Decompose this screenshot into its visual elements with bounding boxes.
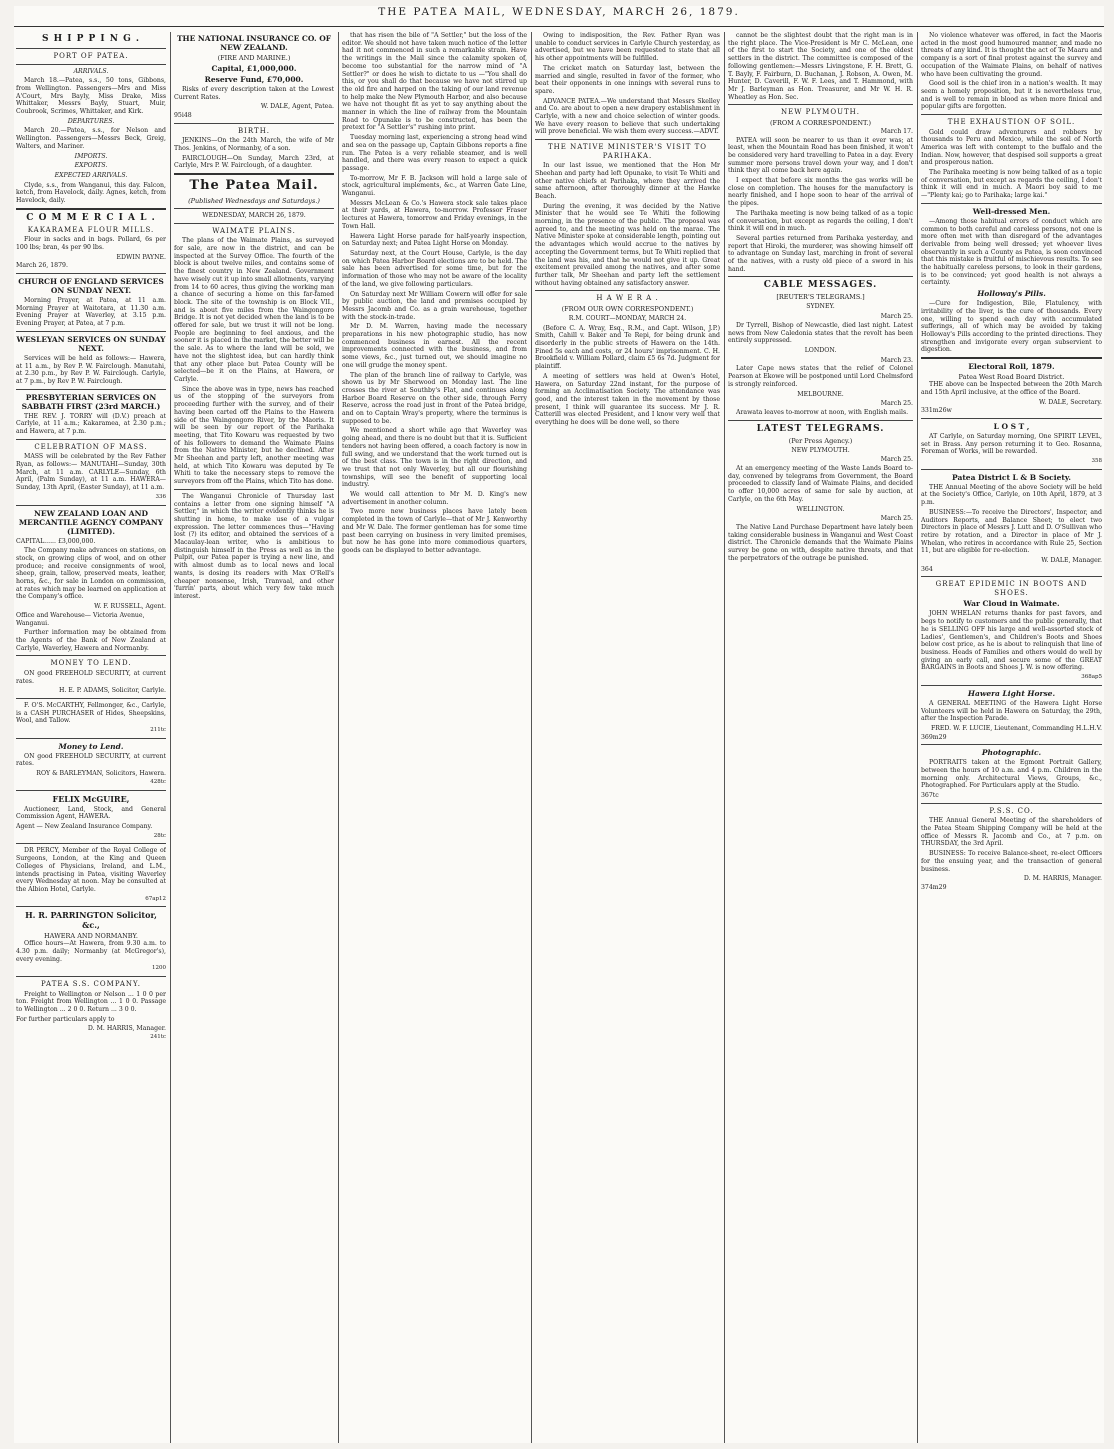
war-cloud-text: JOHN WHELAN returns thanks for past favors, and begs to notify to customers and the public generally, that he is SELLING OFF his large and well-assorted stock of Ladies', Gentlemen's, and Children's Boots and Shoes below cost price, as he is about to relinquish that line of business. Heads of Families and others would do well by giving an early call, and secure some of the GREAT BARGAINS in Boots and Shoes J. W. is now offering. [921, 610, 1102, 672]
percy-code: 67ap12 [145, 895, 166, 902]
hawera-heading: H A W E R A . [596, 294, 659, 303]
hawera-paragraph-1: (Before C. A. Wray, Esq., R.M., and Capt. Wilson, J.P.) Smith, Cahill v. Baker and Te Repi, for being drunk and disorderly in the public streets of Hawera on the 14th. Fined 5s each and costs, or 24 hours' imprisonment. C. H. Brookfield v. William Pollard, claim £5 6s 7d. Judgment for plaintiff. [535, 324, 720, 371]
lost-text: AT Carlyle, on Saturday morning, One SPIRIT LEVEL, set in Brass. Any person returning it to Geo. Rosanna, Foreman of Works, will be rewarded. [921, 432, 1102, 456]
paper-title: The Patea Mail. [189, 178, 319, 194]
hawera-paragraph-2: A meeting of settlers was held at Owen's Hotel, Hawera, on Saturday 22nd instant, for the purpose of forming an Acclimatisation Society. The attendance was good, and the interest taken in the movement by those present, I think will guarantee its success. Mr J. R. Catterill was elected President, and I know very well that everything he does will be done well, so there [535, 372, 720, 427]
lbs-code: 364 [921, 565, 933, 573]
expected-text: Clyde, s.s., from Wanganui, this day. Falcon, ketch, from Havelock, daily. Agnes, ketch, from Havelock, daily. [16, 181, 166, 205]
war-cloud-code: 368ap5 [1081, 674, 1102, 681]
native-visit-heading: THE NATIVE MINISTER'S VISIT TO PARIHAKA. [547, 143, 708, 160]
news-paragraph: We mentioned a short while ago that Waverley was going ahead, and there is no doubt but that it is. Sufficient tenders not having been offered, a coach factory is now in full swing, and we understand that the work turned out is of the best class. The town is in the right direction, and we trust that not only Waverley, but all our flourishing townships, will see the benefit of supporting local industry. [342, 427, 527, 489]
new-plymouth-paragraph: PATEA will soon be nearer to us than it ever was; at least, when the Mountain Road has been finished, it won't be considered very hard travelling to Patea in a day. Every summer more persons travel down your way, and I don't think they all come back here again. [728, 136, 913, 175]
wellington-date: March 25. [880, 515, 913, 523]
exhaustion-text: Gold could draw adventurers and robbers by thousands to Peru and Mexico, while the soil of North America was left with contempt to the buffalo and the Indian. Now, however, that despised soil supports a great and prosperous nation. [921, 128, 1102, 167]
light-horse-code: 369m29 [921, 733, 947, 741]
church-text: Morning Prayer, at Patea, at 11 a.m. Morning Prayer at Waitotara, at 11.30 a.m. Evening Prayer at Waverley, at 3.15 p.m. Evening Prayer, at Patea, at 7 p.m. [16, 297, 166, 328]
news-paragraph: The Parihaka meeting is now being talked of as a topic of conversation, but except as regards the ceiling, I don't think it will end in much. A Maori boy said to me—"Plenty kai; go to Parihaka; large kai." [921, 169, 1102, 200]
news-paragraph: The cricket match on Saturday last, between the married and single, resulted in favor of the former, who beat their opponents in one innings with several runs to spare. [535, 64, 720, 95]
news-paragraph: Good soil is the chief iron in a nation's wealth. It may seem a homely proposition, but it is nevertheless true, and is well to remain in blood as when more finical and popular gifts are forgotten. [921, 80, 1102, 111]
hawera-court: R.M. COURT—MONDAY, MARCH 24. [568, 314, 687, 322]
column-divider [531, 32, 532, 1443]
mass-text: MASS will be celebrated by the Rev Father Ryan, as follows:— MANUTAHI—Sunday, 30th March, at 11 a.m. CARLYLE—Sunday, 6th April, (Palm Sunday), at 11 a.m. HAWERA—Sunday, 13th April, (Easter Sunday), at 11 a.m. [16, 453, 166, 492]
new-plymouth-paragraph: I expect that before six months the gas works will be close on completion. The houses for the manufactory is nearly finished, and I hope soon to hear of the arrival of the pipes. [728, 177, 913, 208]
london-date: March 23. [880, 356, 913, 364]
pss-code: 374m29 [921, 883, 947, 891]
news-paragraph: cannot be the slightest doubt that the right man is in the right place. The Vice-President is Mr C. McLean, one of the first to start the Society, and one of the oldest settlers in the district. The committee is composed of the following gentlemen:—Messrs Livingstone, F. H. Brett, G. T. Bayly, F. Fairburn, D. Buchanan, J. Robson, A. Owen, M. Hunter, D. Caverill, F. W. F. Lees, and T. Hammond, with Mr J. Barleyman as Hon. Treasurer, and Mr W. H. R. Wheatley as Hon. Sec. [728, 32, 913, 101]
birth-heading: BIRTH. [237, 126, 271, 135]
light-horse-heading: Hawera Light Horse. [967, 688, 1056, 698]
photographic-code: 367tc [921, 792, 939, 800]
light-horse-text: A GENERAL MEETING of the Hawera Light Horse Volunteers will be held in Hawera on Saturday, the 29th, after the Inspection Parade. [921, 699, 1102, 723]
departures-text: March 20.—Patea, s.s., for Nelson and Wellington. Passengers—Messrs Beck, Greig, Walters, and Mariner. [16, 127, 166, 150]
shipping-heading: S H I P P I N G . [41, 34, 141, 44]
photographic-heading: Photographic. [981, 748, 1042, 758]
nzloan-capital: CAPITAL...... £3,000,000. [16, 537, 96, 545]
column-6 [921, 32, 1102, 1443]
native-visit-paragraph-2: During the evening, it was decided by the Native Minister that he would see Te Whiti the following morning, in the presence of the public. The proposal was agreed to, and the meeting was held on the marae. The Native Minister spoke at considerable length, pointing out the advantages which would accrue to the natives by accepting the Government terms, but Te Whiti replied that the land was his, and that he would not give it up. Great excitement prevailed among the natives, and after some further talk, Mr Sheehan and party left the settlement without having obtained any satisfactory answer. [535, 202, 720, 287]
arrivals-heading: ARRIVALS. [73, 67, 109, 75]
mcguire-agent: Agent — New Zealand Insurance Company. [16, 823, 153, 830]
news-paragraph: On Saturday next Mr William Cowern will offer for sale by public auction, the land and premises occupied by Messrs Jacomb and Co. as a grain warehouse, together with the stock-in-trade. [342, 290, 527, 321]
lbs-business: BUSINESS:—To receive the Directors', Inspector, and Auditors Reports, and Balance Sheet; to elect two Directors in place of Messrs J. Lutt and D. O'Sullivan who retire by rotation, and a Director in place of Mr J. Whelan, who retires in accordance with Rule 25, Section 11, but are eligible for re-election. [921, 508, 1102, 555]
war-cloud-heading: War Cloud in Waimate. [963, 599, 1060, 609]
column-4 [535, 32, 720, 1443]
news-paragraph: ADVANCE PATEA.—We understand that Messrs Skelley and Co. are about to open a new drapery establishment in Carlyle, with a new and choice selection of winter goods. We have every reason to believe that such undertaking will prove beneficial. We wish them every success.—ADVT. [535, 97, 720, 136]
new-plymouth-paragraph: Several parties returned from Parihaka yesterday, and report that Hiroki, the murderer, was showing himself off to advantage on Sunday last, marching in front of several of the natives, with a rusty old piece of a sword in his hand. [728, 234, 913, 273]
column-2 [174, 32, 334, 1443]
newspaper-page [14, 6, 1104, 1443]
well-dressed-text: —Among those habitual errors of conduct which are common to both careful and careless persons, not one is more often met with than disregard of the advantages derivable from being well dressed; yet whoever lives observantly in such a County as Patea, is soon convinced that this mistake is fruitful of mischievous results. To see the habitually careless persons, to look in their gardens, is to be convinced; yet good health is not always a certainty. [921, 217, 1102, 287]
money2-signature: ROY & BARLEYMAN, Solicitors, Hawera. [36, 770, 166, 778]
hawera-sub: (FROM OUR OWN CORRESPONDENT.) [561, 304, 694, 313]
nzloan-signature: W. F. RUSSELL, Agent. [94, 603, 166, 611]
parrington-code: 1200 [152, 965, 166, 972]
latest-text: At an emergency meeting of the Waste Lands Board to-day, convened by telegrams from Government, the Board proceeded to classify land of Waimate Plains, and decided to offer 10,000 acres of same for sale by auction, at Carlyle, on the 6th May. [728, 465, 913, 503]
new-plymouth-paragraph: The Parihaka meeting is now being talked of as a topic of conversation, but except as regards the ceiling, I don't think it will end in much. [728, 209, 913, 233]
latest-date: March 25. [880, 456, 913, 464]
mccarthy-code: 211tc [150, 727, 166, 734]
lost-code: 358 [1091, 458, 1102, 465]
money2-heading: Money to Lend. [58, 741, 124, 751]
money2-code: 428tc [150, 778, 166, 785]
lead-paragraph-1: The plans of the Waimate Plains, as surveyed for sale, are now in the district, and can be inspected at the Survey Office. The fourth of the block is about twelve miles, and contains some of the finest country in New Zealand. Government have wisely cut it up into small allotments, varying from 14 to 60 acres, thus giving the working man a chance of securing a home on this far-famed block. The site of the township is on Block VII., and is about five miles from the Waingongoro Bridge. It is not yet decided when the land is to be offered for sale, but we trust it will not be long. People are beginning to feel anxious, and the sooner it is placed in the market, the better will be the sale. As to where the land will be sold, we have not the slightest idea, but can hardly think that any other place but Patea County will be selected—be it on the Plains, at Hawera, or Carlyle. [174, 237, 334, 383]
native-visit-paragraph-1: In our last issue, we mentioned that the Hon Mr Sheehan and party had left Opunake, to visit Te Whiti and other native chiefs at Parihaka, where they arrived the same afternoon, after thoroughly dinner at the Hawke Beach. [535, 162, 720, 200]
electoral-code: 331m26w [921, 407, 952, 415]
insurance-signature: W. DALE, Agent, Patea. [260, 103, 334, 111]
melbourne-date: March 25. [880, 400, 913, 408]
insurance-code: 95i48 [174, 112, 192, 120]
lbs-heading: Patea District L & B Society. [952, 472, 1071, 482]
electoral-heading: Electoral Roll, 1879. [968, 362, 1055, 372]
news-paragraph: Saturday next, at the Court House, Carlyle, is the day on which Patea Harbor Board elections are to be held. The sale has been advertised for some time, but for the information of those who may not be aware of the locality of the land, we give following particulars. [342, 249, 527, 288]
money2-text: ON good FREEHOLD SECURITY, at current rates. [16, 752, 166, 768]
electoral-signature: W. DALE, Secretary. [1039, 398, 1102, 406]
birth-text: JENKINS—On the 24th March, the wife of Mr Thos. Jenkins, of Normanby, of a son. [174, 137, 334, 153]
paper-sub: (Published Wednesdays and Saturdays.) [188, 197, 320, 206]
cable-heading: CABLE MESSAGES. [763, 280, 878, 291]
boots-heading: GREAT EPIDEMIC IN BOOTS AND SHOES. [935, 580, 1088, 597]
paper-date: WEDNESDAY, MARCH 26, 1879. [202, 212, 306, 220]
nzloan-more: Further information may be obtained from the Agents of the Bank of New Zealand at Carlyle, Waverley, Hawera and Normanby. [16, 629, 166, 652]
news-paragraph: Owing to indisposition, the Rev. Father Ryan was unable to conduct services in Carlyle Church yesterday, as advertised, but we have been requested to state that all his other appointments will be fulfilled. [535, 32, 720, 63]
insurance-capital: Capital, £1,000,000. [211, 64, 297, 73]
mccarthy-text: F. O'S. McCARTHY, Fellmonger, &c., Carlyle, is a CASH PURCHASER of Hides, Sheepskins, Wool, and Tallow. [16, 701, 166, 725]
mcguire-text: Auctioneer, Land, Stock, and General Commission Agent, HAWERA. [16, 805, 166, 821]
imports-heading: IMPORTS. [74, 152, 108, 160]
birth-text-2: FAIRCLOUGH—On Sunday, March 23rd, at Carlyle, Mrs P. W. Fairclough, of a daughter. [174, 154, 334, 170]
lost-heading: L O S T , [993, 421, 1030, 431]
melbourne-heading: MELBOURNE. [797, 390, 844, 398]
mcguire-code: 28tc [153, 832, 166, 839]
mills-date: March 26, 1879. [16, 262, 68, 270]
masthead-rule [14, 26, 1104, 27]
column-divider [338, 32, 339, 1443]
wellington-heading: WELLINGTON. [796, 505, 845, 513]
pss-heading: P.S.S. CO. [989, 806, 1034, 815]
mills-text: Flour in sacks and in bags. Pollard, 6s per 100 lbs; bran, 4s per 90 lbs. [16, 236, 166, 251]
column-1 [16, 32, 166, 1443]
insurance-reserve: Reserve Fund, £70,000. [204, 75, 304, 84]
sydney-date: March 25. [880, 313, 913, 321]
news-paragraph: Tuesday morning last, experiencing a strong head wind and sea on the passage up, Captain Gibbons reports a fine run. The Patea is a very reliable steamer, and is well handled, and there was every reason to expect a quick passage. [342, 134, 527, 172]
column-divider [724, 32, 725, 1443]
latest-heading: LATEST TELEGRAMS. [756, 423, 885, 434]
ss-rates: Freight to Wellington or Nelson ... 1 0 0 per ton. Freight from Wellington ... 1 0 0. Passage to Wellington ... 2 0 0. Return ... 3 0 0. [16, 990, 166, 1014]
mass-heading: CELEBRATION OF MASS. [34, 442, 148, 451]
column-divider [917, 32, 918, 1443]
light-horse-signature: FRED. W. F. LUCIE, Lieutenant, Commanding H.L.H.V. [930, 724, 1102, 732]
lead-paragraph-2: Since the above was in type, news has reached us of the stopping of the surveyors from proceeding further with the survey, and of their having been carted off the Plains to the Hawera side of the Waingongoro River, by the Maoris. It will be seen by our report of the Parihaka meeting, that Tito Kowaru was requested by two of his followers to demand the Waimate Plains from the Native Minister, but he declined. After Mr Sheehan and party left, another meeting was held, at which Tito Kowaru was deputed by Te Whiti to take the necessary steps to remove the surveyors from off the Plains, which Tito has done. [174, 385, 334, 486]
ss-more: For further particulars apply to [16, 1015, 115, 1023]
parrington-heading: H. R. PARRINGTON Solicitor, &c., [25, 910, 157, 931]
money-signature: H. E. P. ADAMS, Solicitor, Carlyle. [58, 687, 166, 695]
wesleyan-text: Services will be held as follows:— Hawera, at 11 a.m., by Rev P. W. Fairclough. Manutahi, at 2.30 p.m., by Rev P. W. Fairclough. Carlyle, at 7 p.m., by Rev P. W. Fairclough. [16, 354, 166, 385]
exports-heading: EXPORTS. [74, 162, 108, 170]
sydney-text: Dr Tyrrell, Bishop of Newcastle, died last night. Latest news from New Caledonia states that the revolt has been entirely suppressed. [728, 321, 913, 345]
percy-text: DR PERCY, Member of the Royal College of Surgeons, London, at the King and Queen Colleges of Physicians, Ireland, and L.M., intends practising in Patea, visiting Waverley every Wednesday at noon. May be consulted at the Albion Hotel, Carlyle. [16, 847, 166, 893]
insurance-text: Risks of every description taken at the Lowest Current Rates. [174, 86, 334, 101]
news-paragraph: No violence whatever was offered, in fact the Maoris acted in the most good humoured manner, and made no threats of any kind. It is thought the act of Te Maaru and company is a sort of final protest against the survey and occupation of the Waimate Plains, on behalf of natives who have been cultivating the ground. [921, 32, 1102, 78]
lbs-text: THE Annual Meeting of the above Society will be held at the Society's Office, Carlyle, on 10th April, 1879, at 3 p.m. [921, 483, 1102, 507]
lead-heading: WAIMATE PLAINS. [212, 226, 296, 235]
wellington-text: The Native Land Purchase Department have lately been taking considerable business in Wanganui and West Coast district. The Chronicle demands that the Waimate Plains survey be gone on with, despite native threats, and that the perpetrators of the outrage be punished. [728, 523, 913, 562]
pss-text: THE Annual General Meeting of the shareholders of the Patea Steam Shipping Company will be held at the office of Messrs R. Jacomb and Co., at 7 p.m. on THURSDAY, the 3rd April. [921, 817, 1102, 848]
nzloan-heading: NEW ZEALAND LOAN AND MERCANTILE AGENCY COMPANY (LIMITED). [18, 508, 164, 536]
mills-heading: KAKARAMEA FLOUR MILLS. [27, 225, 155, 234]
column-3 [342, 32, 527, 1443]
news-paragraph: Two more new business places have lately been completed in the town of Carlyle—that of Mr J. Kenworthy and Mr W. Dale. The former gentleman has for some time past been carrying on business in very limited premises, but now he has gone into more commodious quarters, goods can be displayed to better advantage. [342, 508, 527, 554]
pss-signature: D. M. HARRIS, Manager. [1023, 875, 1102, 883]
presbyterian-text: THE REV. J. TORRY will (D.V.) preach at Carlyle, at 11 a.m.; Kakaramea, at 2.30 p.m.; and Hawera, at 7 p.m. [16, 412, 166, 436]
news-paragraph: The plan of the branch line of railway to Carlyle, was shown us by Mr Sherwood on Monday last. The line crosses the river at Southby's Flat, and continues along Harbor Board Reserve on the other side, through Ferry Reserve, across the road just in front of the Patea bridge, and on to Captain Wray's property, where the terminus is supposed to be. [342, 371, 527, 425]
exhaustion-heading: THE EXHAUSTION OF SOIL. [947, 118, 1076, 127]
holloway-text: —Cure for Indigestion, Bile, Flatulency, with irritability of the liver, is the cure of thousands. Every one, willing to spend each day with accumulated sufferings, all of which may be avoided by taking Holloway's Pills according to the printed directions. They strengthen and invigorate every organ subservient to digestion. [921, 300, 1102, 354]
church-heading: CHURCH OF ENGLAND SERVICES ON SUNDAY NEXT. [18, 277, 164, 296]
news-paragraph: We would call attention to Mr M. D. King's new advertisement in another column. [342, 491, 527, 506]
mills-signature: EDWIN PAYNE. [116, 253, 166, 261]
arrivals-text: March 18.—Patea, s.s., 50 tons, Gibbons, from Wellington. Passengers—Mrs and Miss A'Court, Mrs Bayly, Miss Drake, Miss Whittaker, Messrs Bayly, Stuart, Muir, Coubrook, Scrimes, Whittaker, and Kirk. [16, 77, 166, 116]
lbs-signature: W. DALE, Manager. [1041, 557, 1102, 565]
ss-heading: PATEA S.S. COMPANY. [40, 980, 142, 989]
new-plymouth-date: March 17. [880, 127, 913, 135]
photographic-text: PORTRAITS taken at the Egmont Portrait Gallery, between the hours of 10 a.m. and 4 p.m. Children in the morning only. Architectural Views, Groups, &c., Photographed. For Particulars apply at the Studio. [921, 759, 1102, 790]
mass-code: 336 [155, 493, 166, 500]
nzloan-office: Office and Warehouse— Victoria Avenue, Wanganui. [16, 611, 145, 627]
news-paragraph: that has risen the bile of "A Settler," but the loss of the editor. We should not have taken much notice of the letter had it not commenced in such a remarkable strain. Have the writings in the Mail since the calamity spoken of, become too substantial for the narrow mind of "A Settler?" or does he wish to dictate to us —"You shall do this, or you shall do that because we have not stirred up the old fire and harped on the taking of our land revenue to help make the New Plymouth Harbor, and also because we have not thought fit as yet to say anything about the manner in which the line of railway from the Mountain Road to Opunake is to be constructed, has been the pretext for "A Settler's" rushing into print. [342, 32, 527, 132]
departures-heading: DEPARTURES. [67, 117, 115, 125]
latest-np-heading: NEW PLYMOUTH. [791, 446, 850, 454]
insurance-sub: (FIRE AND MARINE.) [217, 54, 291, 62]
nzloan-text: The Company make advances on stations, on stock, on growing clips of wool, and on other produce; and receive consignments of wool, sheep, grain, tallow, preserved meats, leather, horns, &c., for sale in London on commission, at rates which may be learned on application at the Company's office. [16, 547, 166, 601]
wesleyan-heading: WESLEYAN SERVICES ON SUNDAY NEXT. [16, 334, 166, 353]
lead-paragraph-3: The Wanganui Chronicle of Thursday last contains a letter from one signing himself "A Settler," in which the writer evidently thinks he is shutting in home, to make use of a vulgar expression. The letter commences thus—"Having lost (?) its editor, and obtained the services of a Macaulay-lean writer, who is ambitious to distinguish himself in the Press as well as in the Pulpit, our Patea paper is trying a new line, and with almost dumb as to local news and local wants, is dosing its readers with Max O'Rell's cheaper nonsense, Irish, Tranvaal, and other 'furrin' parts, about which very few take much interest. [174, 492, 334, 600]
ss-signature: D. M. HARRIS, Manager. [87, 1025, 166, 1033]
electoral-text: THE above can be Inspected between the 20th March and 15th April inclusive, at the office of the Board. [921, 381, 1102, 396]
insurance-heading: THE NATIONAL INSURANCE CO. OF NEW ZEALAND. [176, 34, 332, 52]
melbourne-text: Arawata leaves to-morrow at noon, with English mails. [736, 408, 909, 416]
money-text: ON good FREEHOLD SECURITY, at current rates. [16, 669, 166, 685]
ss-code: 241tc [150, 1034, 166, 1041]
cable-sub: [REUTER'S TELEGRAMS.] [776, 293, 865, 302]
pss-business: BUSINESS: To receive Balance-sheet, re-elect Officers for the ensuing year, and the transaction of general business. [921, 850, 1102, 873]
london-text: Later Cape news states that the relief of Colonel Pearson at Ekowe will be postponed until Lord Chelmsford is strongly reinforced. [728, 365, 913, 388]
mcguire-heading: FELIX McGUIRE, [52, 793, 130, 804]
money-heading: MONEY TO LEND. [50, 659, 132, 668]
holloway-heading: Holloway's Pills. [977, 289, 1046, 299]
port-heading: PORT OF PATEA. [53, 52, 129, 60]
news-paragraph: Hawera Light Horse parade for half-yearly inspection, on Saturday next; and Patea Light Horse on Monday. [342, 232, 527, 248]
masthead: THE PATEA MAIL, WEDNESDAY, MARCH 26, 1879. [378, 6, 740, 18]
sydney-heading: SYDNEY. [806, 303, 835, 311]
electoral-sub: Patea West Road Board District. [958, 373, 1065, 382]
london-heading: LONDON. [804, 347, 837, 354]
new-plymouth-sub: (FROM A CORRESPONDENT.) [769, 118, 872, 127]
news-paragraph: Mr D. M. Warren, having made the necessary preparations in his new photographic studio, has now commenced business in earnest. All the recent improvements connected with the business, and from some views, &c., just turned out, we should imagine no one will grudge the money spent. [342, 323, 527, 369]
column-5 [728, 32, 913, 1443]
expected-heading: EXPECTED ARRIVALS. [54, 171, 128, 179]
news-paragraph: Messrs McLean & Co.'s Hawera stock sale takes place at their yards, at Hawera, to-morrow. Professor Fraser lectures at Hawera, tomorrow and Friday evenings, in the Town Hall. [342, 199, 527, 230]
new-plymouth-heading: NEW PLYMOUTH. [781, 108, 860, 117]
commercial-heading: C O M M E R C I A L . [26, 212, 156, 223]
latest-sub: (Per Press Agency.) [788, 436, 853, 445]
news-paragraph: To-morrow, Mr F. B. Jackson will hold a large sale of stock, agricultural implements, &c., at Warren Gate Line, Wanganui. [342, 174, 527, 198]
parrington-sub: HAWERA AND NORMANBY. [44, 932, 138, 941]
well-dressed-heading: Well-dressed Men. [972, 206, 1051, 216]
presbyterian-heading: PRESBYTERIAN SERVICES ON SABBATH FIRST (23rd MARCH.) [21, 392, 161, 411]
column-divider [170, 32, 171, 1443]
parrington-text: Office hours—At Hawera, from 9.30 a.m. to 4.30 p.m. daily; Normanby (at McGregor's), every evening. [16, 940, 166, 963]
